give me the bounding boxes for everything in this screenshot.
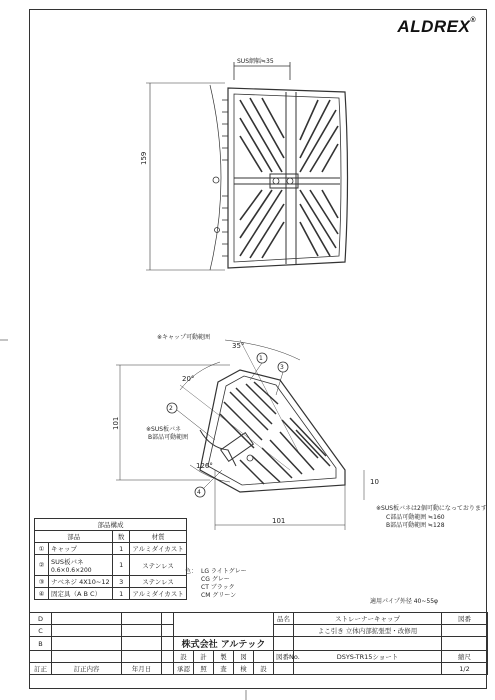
- note-b-range: B部品可動範囲: [148, 434, 189, 441]
- dim-angle2: 20°: [182, 375, 195, 383]
- stamp-cell: 図: [234, 651, 254, 663]
- note-sus-spring: ※SUS板バネ: [146, 426, 182, 433]
- title-block: [29, 612, 488, 675]
- callout-2: 2: [169, 405, 173, 412]
- parts-table-title: 部品構成: [35, 519, 187, 531]
- stamp-cell: 照: [194, 663, 214, 675]
- pipe-note: 適用パイプ外径 40~55φ: [370, 598, 438, 605]
- parts-header: 部品: [35, 531, 113, 543]
- callout-1: 1: [259, 355, 263, 362]
- note-c-range: C部品可動範囲 ≒160: [386, 514, 445, 521]
- rev-letter: B: [30, 637, 52, 651]
- dim-angle3: 126°: [196, 462, 213, 470]
- name-line2: よこ引き 立体内部拡張型・改修用: [294, 625, 442, 637]
- dim-width-top: SUS網幅≒35: [237, 58, 274, 65]
- dim-width-bottom: 101: [272, 517, 286, 525]
- rev-header: 訂正: [30, 663, 52, 675]
- note-cap-range: ※キャップ可動範囲: [157, 334, 211, 341]
- color-item: CT ブラック: [201, 584, 235, 591]
- callout-4: 4: [197, 489, 201, 496]
- color-label: 色：: [185, 568, 198, 575]
- parts-row: ① キャップ 1 アルミダイカスト: [35, 543, 187, 555]
- parts-row: ② SUS板バネ 0.6×0.6×200 1 ステンレス: [35, 555, 187, 576]
- parts-row: ④ 固定具（A B C） 1 アルミダイカスト: [35, 588, 187, 600]
- drawing-no-label: 図番No.: [274, 651, 294, 663]
- stamp-cell: 検: [234, 663, 254, 675]
- rev-header: 年月日: [122, 663, 162, 675]
- brand-mark: ®: [470, 17, 476, 24]
- rev-letter: D: [30, 613, 52, 625]
- stamp-cell: 設: [254, 663, 274, 675]
- parts-table: [34, 518, 187, 600]
- rev-header: 訂正内容: [52, 663, 122, 675]
- note-sus2: ※SUS板バネは2個可動になっております: [376, 505, 487, 512]
- name-label: 品名: [274, 613, 294, 625]
- dim-right-small: 10: [370, 478, 379, 486]
- parts-row: ③ ナベネジ 4X10~12 3 ステンレス: [35, 576, 187, 588]
- color-item: LG ライトグレー: [201, 568, 247, 575]
- stamp-cell: 設: [174, 651, 194, 663]
- parts-header: 数: [113, 531, 130, 543]
- name-line1: ストレーナーキャップ: [294, 613, 442, 625]
- stamp-cell: 承認: [174, 663, 194, 675]
- dim-height-left: 101: [112, 416, 120, 430]
- drawing-number: DSYS-TR15ショート: [294, 651, 442, 663]
- dim-angle: 35°: [232, 342, 245, 350]
- stamp-cell: 査: [214, 663, 234, 675]
- rev-letter: C: [30, 625, 52, 637]
- stamp-cell: 製: [214, 651, 234, 663]
- note-b-range-value: B部品可動範囲 ≒128: [386, 522, 445, 529]
- parts-header: 材質: [130, 531, 187, 543]
- top-view: [146, 62, 348, 270]
- callout-3: 3: [280, 364, 284, 371]
- scale-value: 1/2: [442, 663, 488, 675]
- color-item: CG グレー: [201, 576, 230, 583]
- sheet-label: 図番: [442, 613, 488, 625]
- color-item: CM グリーン: [201, 592, 237, 599]
- stamp-cell: 計: [194, 651, 214, 663]
- brand-name: ALDREX: [397, 17, 471, 36]
- dim-height: 159: [140, 151, 148, 165]
- company-name: 株式会社 アルテック: [174, 637, 274, 651]
- scale-label: 縮尺: [442, 651, 488, 663]
